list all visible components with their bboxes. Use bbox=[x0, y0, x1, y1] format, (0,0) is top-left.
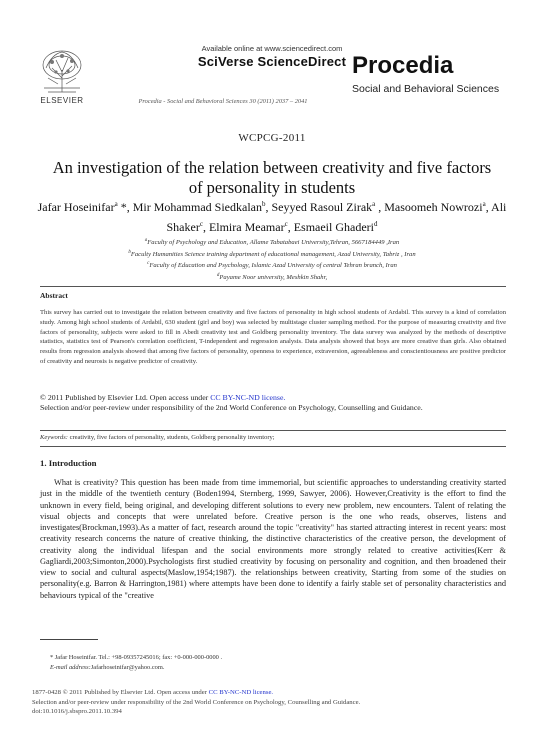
author-name: Ali Shaker bbox=[166, 200, 507, 234]
author-list bbox=[20, 196, 524, 236]
keywords-text: creativity, five factors of personality, students, Goldberg personality inventory; bbox=[67, 434, 275, 441]
author-separator: , bbox=[485, 200, 492, 214]
author-separator: , bbox=[202, 220, 209, 234]
affiliation-mark: b bbox=[128, 249, 131, 255]
paper-title-line1: An investigation of the relation between creativity and five factors bbox=[52, 158, 492, 177]
author-name: Elmira Meamar bbox=[208, 220, 285, 234]
author-separator: , bbox=[375, 200, 385, 214]
affiliation-mark: c bbox=[147, 261, 150, 267]
corresponding-author-footnote bbox=[50, 653, 222, 673]
procedia-brand-title: Procedia bbox=[352, 52, 454, 79]
author-name: Masoomeh Nowrozi bbox=[384, 200, 483, 214]
author-affiliation-mark: a bbox=[114, 200, 118, 208]
elsevier-wordmark: ELSEVIER bbox=[40, 96, 84, 105]
keywords-divider-top bbox=[40, 430, 506, 431]
email-label: E-mail address: bbox=[50, 664, 91, 671]
copyright-prefix: © 2011 Published by Elsevier Ltd. Open access under bbox=[40, 393, 211, 402]
author-separator: , bbox=[265, 200, 272, 214]
email-address[interactable]: Jafarhoseinifar@yahoo.com. bbox=[90, 664, 165, 671]
author-affiliation-mark: c bbox=[284, 220, 288, 228]
footnote-contact: * Jafar Hoseinifar. Tel.: +98-09357245016; fax: +0-000-000-0000 . bbox=[50, 654, 223, 661]
author-affiliation-mark: c bbox=[199, 220, 203, 228]
affiliation-mark: d bbox=[216, 273, 220, 279]
available-online-text: Available online at www.sciencedirect.com bbox=[201, 44, 343, 53]
affiliation-text: Payame Noor university, Meshkin Shahr, bbox=[219, 274, 328, 282]
sciverse-logo-text: SciVerse ScienceDirect bbox=[197, 54, 347, 69]
bottom-license-link[interactable]: CC BY-NC-ND license. bbox=[208, 689, 274, 696]
bottom-copyright bbox=[32, 688, 512, 717]
section-title: 1. Introduction bbox=[40, 458, 97, 468]
keywords bbox=[40, 434, 506, 441]
author-name: Jafar Hoseinifar bbox=[37, 200, 115, 214]
author-name: Mir Mohammad Siedkalan bbox=[132, 200, 262, 214]
footnote-email bbox=[50, 663, 222, 673]
footnote-rule bbox=[40, 639, 98, 640]
affiliation-line bbox=[30, 236, 514, 248]
bottom-line1 bbox=[32, 688, 512, 698]
affiliation-mark: a bbox=[144, 238, 148, 243]
license-link[interactable]: CC BY-NC-ND license. bbox=[210, 393, 286, 402]
doi[interactable]: doi:10.1016/j.sbspro.2011.10.394 bbox=[32, 708, 122, 716]
journal-citation: Procedia - Social and Behavioral Sciences 30 (2011) 2037 – 2041 bbox=[138, 98, 308, 105]
author-affiliation-mark: d bbox=[374, 220, 378, 228]
abstract-text: This survey has carried out to investigate the relation between creativity and five factors of personality in high school students of Ardabil. This survey is a kind of correlation study. Among high school students of Ardabil, 630 student (girl and boy) was selected by multistage cluster sampling method. For the purpose of measuring creativity and five factors of personality, subjects were asked to fill in Abedi creativity test and Goldberg personality inventory. The data survey was analyzed by the methods of descriptive statistics, statistics test of Pearson's correlation coefficient, T-independent and regression analysis. Data analysis showed that boys are more creative than girls. Also obtained results from regression analysis showed that among five factors of personality, openness to experience, extraversion, agreeableness and conscientiousness are positive predictor of creativity and neurosis is negative predictor of creativity. bbox=[40, 309, 506, 365]
paper-title bbox=[20, 158, 524, 198]
affiliation-text: Faculty of Psychology and Education, Allame Tabatabaei University,Tehran, 5667184449 ,Iran bbox=[147, 239, 400, 247]
affiliations bbox=[30, 236, 514, 283]
affiliation-line bbox=[30, 259, 514, 271]
abstract-heading: Abstract bbox=[40, 291, 68, 300]
affiliation-text: Faculty Humanities Science training department of educational management, Azad University, Tabriz , Iran bbox=[130, 250, 416, 258]
bottom-peer-review: Selection and/or peer-review under responsibility of the 2nd World Conference on Psychology, Counselling and Guidance. bbox=[32, 698, 361, 706]
peer-review-note: Selection and/or peer-review under responsibility of the 2nd World Conference on Psychology, Counselling and Guidance. bbox=[40, 403, 423, 413]
procedia-brand-subtitle: Social and Behavioral Sciences bbox=[352, 83, 500, 95]
author-affiliation-mark: a bbox=[482, 200, 486, 208]
author-name: Esmaeil Ghaderi bbox=[293, 220, 374, 234]
top-divider bbox=[40, 286, 506, 287]
bottom-issn-copyright: 1877-0428 © 2011 Published by Elsevier Ltd. Open access under bbox=[32, 689, 209, 696]
affiliation-line bbox=[30, 248, 514, 260]
introduction-body bbox=[40, 477, 506, 601]
author-separator: , bbox=[287, 220, 294, 234]
author-name: Seyyed Rasoul Zirak bbox=[271, 200, 373, 214]
author-affiliation-mark: b bbox=[262, 200, 266, 208]
keywords-divider-bottom bbox=[40, 446, 506, 447]
author-affiliation-mark: a bbox=[372, 200, 376, 208]
introduction-paragraph: What is creativity? This question has been made from time immemorial, but scientific approaches to understanding creativity started just in the middle of the twentieth century (Boden1994, Sternberg, 1999, Sawyer, 2006). However,Creativity is the effort to find the unknown in every field, being original, and developing different solutions to every new problem, new encounters. Talent of relating the visual objects and concepts that were unrelated before. Creative person is the one who reads, observes, listens and investigates(Brockman,1993).As a matter of fact, research around the topic "creativity" has started attracting interest in recent years: most creativity research concerns the nature of creative thinking, the distinctive characteristics of the creative person, the development of creativity along the individual lifespan and the social environments more strongly related to creative activities(Kerr & Gagliardi,2003;Simonton,2000).Psychologists first studied creativity by focusing on personality and cognition, and then broadened their view to social and cultural aspects(Maslow,1954;1987). the relationships between creativity, Starting from some of the studies on personality(e.g. Barron & Harrington,1981) where attempts have been done to identify a fairly stable set of personality characteristics and behaviours typical of the "creative bbox=[40, 478, 506, 600]
author-separator: *, bbox=[117, 200, 133, 214]
affiliation-text: Faculty of Education and Psychology, Islamic Azad University of central Tehran branch, Iran bbox=[149, 262, 397, 270]
paper-title-line2: of personality in students bbox=[188, 178, 356, 197]
affiliation-line bbox=[30, 271, 514, 283]
keywords-label: Keywords: bbox=[40, 434, 68, 441]
elsevier-tree-logo bbox=[38, 48, 86, 94]
copyright-notice bbox=[40, 393, 506, 414]
conference-name: WCPCG-2011 bbox=[238, 132, 306, 144]
